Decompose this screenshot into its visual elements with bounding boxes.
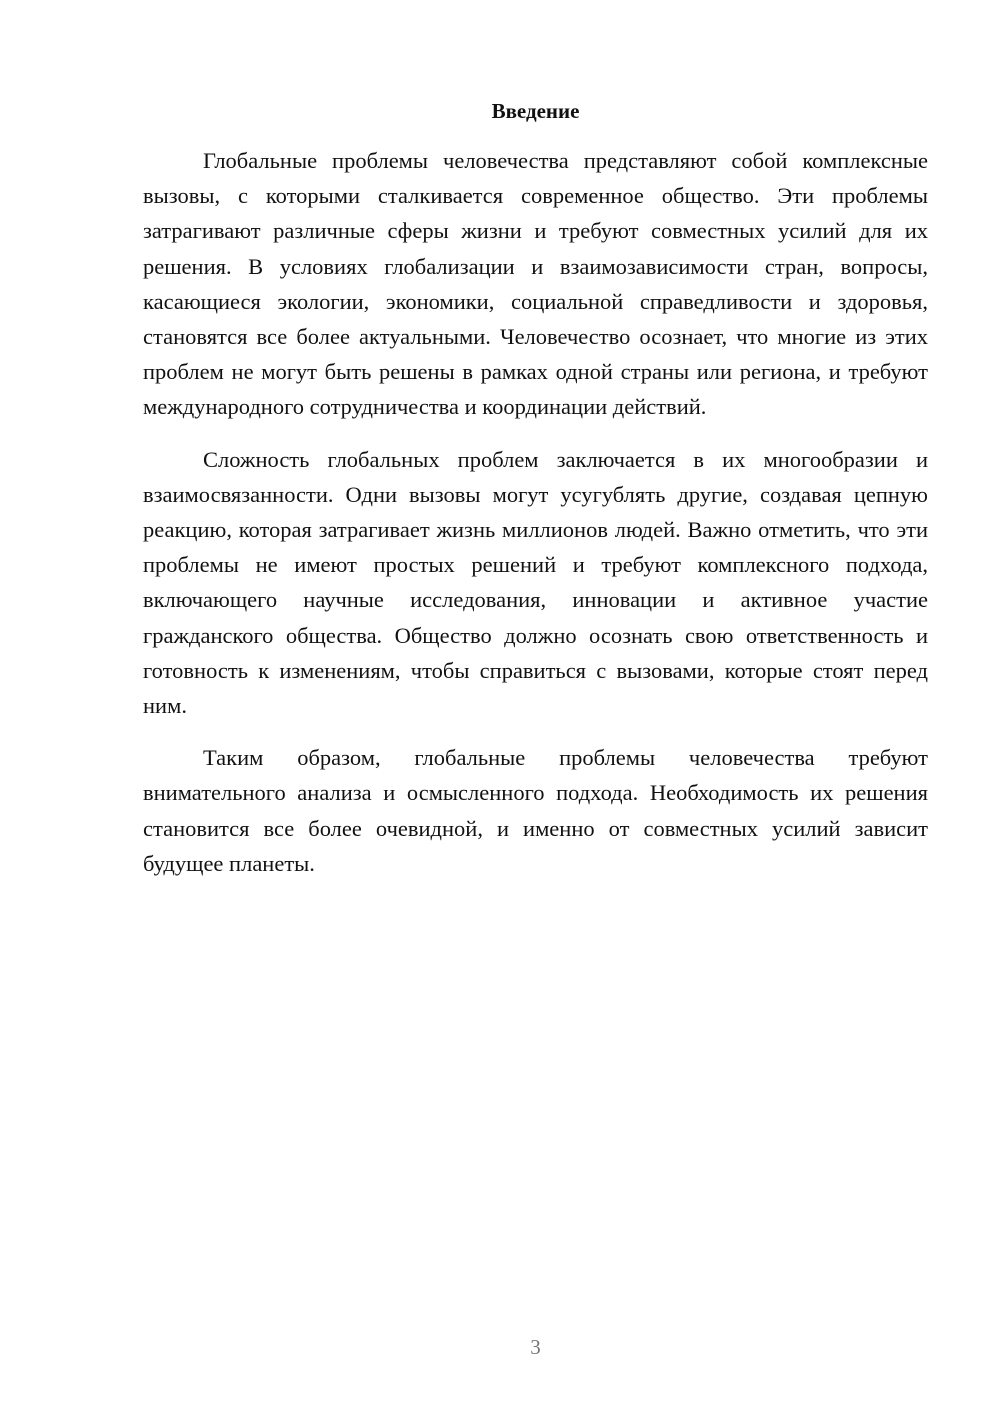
- paragraph-3: Таким образом, глобальные проблемы человечества требуют внимательного анализа и осмысленного подхода. Необходимость их решения становится все более очевидной, и именно от совместных усилий зависит будущее планеты.: [143, 745, 928, 876]
- page-title: Введение: [491, 99, 580, 123]
- body-text: [143, 143, 928, 898]
- paragraph-2: Сложность глобальных проблем заключается в их многообразии и взаимосвязанности. Одни вызовы могут усугублять другие, создавая цепную реакцию, которая затрагивает жизнь миллионов людей. Важно отметить, что эти проблемы не имеют простых решений и требуют комплексного подхода, включающего научные исследования, инновации и активное участие гражданского общества. Общество должно осознать свою ответственность и готовность к изменениям, чтобы справиться с вызовами, которые стоят перед ним.: [143, 446, 928, 719]
- paragraph-1: Глобальные проблемы человечества представляют собой комплексные вызовы, с которыми сталкивается современное общество. Эти проблемы затрагивают различные сферы жизни и требуют совместных усилий для их решения. В условиях глобализации и взаимозависимости стран, вопросы, касающиеся экологии, экономики, социальной справедливости и здоровья, становятся все более актуальными. Человечество осознает, что многие из этих проблем не могут быть решены в рамках одной страны или региона, и требуют международного сотрудничества и координации действий.: [143, 148, 928, 420]
- page-number: 3: [530, 1335, 541, 1359]
